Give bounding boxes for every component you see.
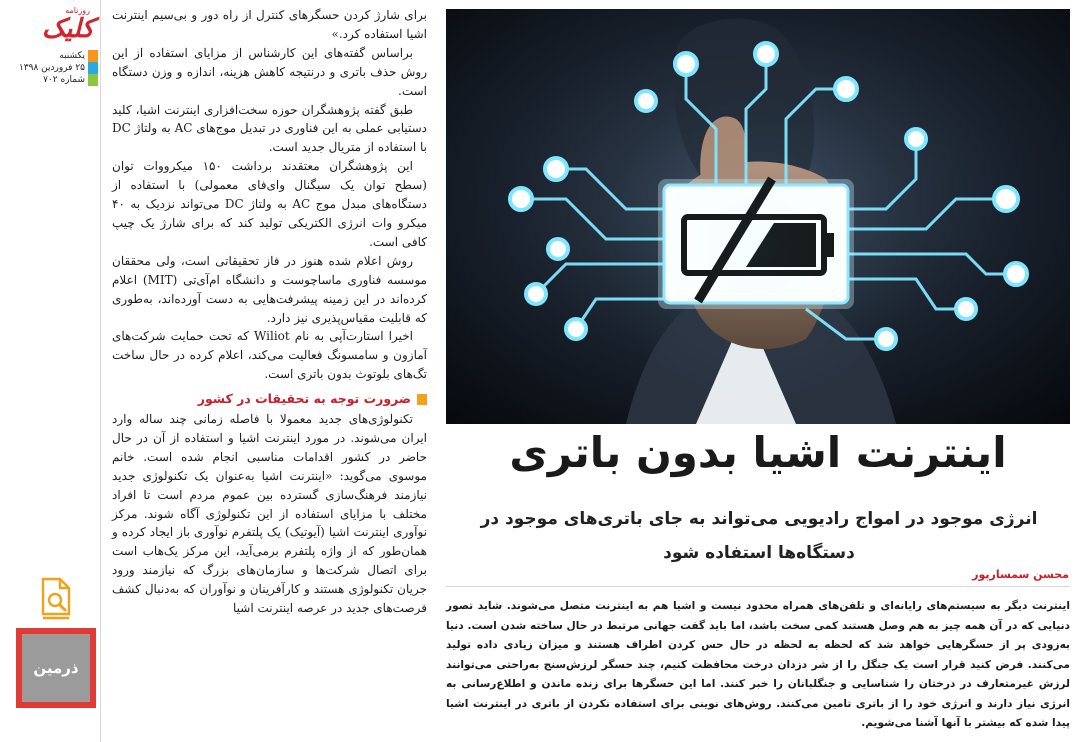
article-headline: اینترنت اشیا بدون باتری [509, 428, 1007, 477]
column-paragraph: روش اعلام شده هنوز در فاز تحقیقاتی است، ولی محققان موسسه فناوری ماساچوست و دانشگاه ام‌آی‌تی (MIT) اعلام کرده‌اند در این زمینه پیشرفت‌هایی به دست آورده‌اند، به‌طوری که قابلیت مقیاس‌پذیری نیز دارد. [112, 253, 427, 325]
left-sidebar [0, 0, 100, 742]
article-subtitle: انرژی موجود در امواج رادیویی می‌تواند به جای باتری‌های موجود در دستگاه‌ها استفاده شود [480, 509, 1038, 563]
column-paragraph: براساس گفته‌های این کارشناس از مزایای استفاده از این روش حذف باتری و درنتیجه کاهش هزینه، اندازه و وزن دستگاه است. [112, 45, 427, 98]
column-paragraph: برای شارژ کردن حسگرهای کنترل از راه دور و بی‌سیم اینترنت اشیا استفاده کرد.» [112, 8, 427, 41]
document-search-icon [40, 576, 74, 622]
logo-tagline: روزنامه [65, 6, 90, 15]
author-divider [446, 586, 1070, 587]
issue-info [16, 50, 98, 86]
green-swatch [88, 74, 98, 86]
section-tag-label: ذرمین [33, 659, 79, 677]
subheading-text: ضرورت توجه به تحقیقات در کشور [197, 391, 411, 407]
article-lead: اینترنت دیگر به سیستم‌های رایانه‌ای و تلفن‌های همراه محدود نیست و اشیا هم به اینترنت متصل می‌شوند. شاید تصور دنیایی که در آن همه چیز به هم وصل هستند کمی سخت باشد، اما باید گفت جهانی مرتبط در حال ساخته شدن است. دنیا به‌زودی پر از حسگرهایی خواهد شد که لحظه به لحظه در حال حس کردن اطراف هستند و میزان زیادی داده تولید می‌کنند. فرض کنید قرار است یک جنگل را از شر دزدان درخت محافظت کنیم، چند حسگر لرزش‌سنج به‌راحتی می‌توانند لرزش غیرمتعارف در درختان را شناسایی و جنگلبانان را خبر کنند. اما این حسگرها برای زنده ماندن و اطلاع‌رسانی به انرژی نیاز دارند و انرژی خود را از باتری تامین می‌کنند. روش‌های نوینی برای استفاده نکردن از باتری در اینترنت اشیا پیدا شده که بیشتر با آنها آشنا می‌شویم. [446, 600, 1070, 729]
issue-date: ۲۵ فروردین ۱۳۹۸ [18, 63, 85, 73]
logo-wordmark: کلیک [41, 14, 94, 44]
sidebar-divider [100, 0, 101, 742]
blue-swatch [88, 62, 98, 74]
section-tag-inner [22, 634, 90, 702]
newspaper-logo[interactable] [14, 6, 98, 48]
issue-number-row [16, 74, 98, 86]
iot-battery-illustration [446, 9, 1070, 424]
issue-day: یکشنبه [59, 51, 85, 61]
issue-day-row [16, 50, 98, 62]
issue-number: شماره ۷۰۲ [43, 75, 85, 85]
column-paragraph: طبق گفته پژوهشگران حوزه سخت‌افزاری اینترنت اشیا، کلید دستیابی عملی به این فناوری در تبدیل موج‌های AC به ولتاژ DC با استفاده از متریال جدید است. [112, 102, 427, 155]
issue-date-row [16, 62, 98, 74]
subheading-marker-icon [417, 394, 427, 405]
article-photo [446, 9, 1070, 424]
orange-swatch [88, 50, 98, 62]
column-subheading [112, 390, 427, 409]
section-tag[interactable] [16, 628, 96, 708]
column-paragraph: تکنولوژی‌های جدید معمولا با فاصله زمانی چند ساله وارد ایران می‌شوند. در مورد اینترنت اشیا و استفاده از آن در حال حاضر در کشور اقدامات مناسبی انجام شده است. خانم موسوی می‌گوید: «اینترنت اشیا به‌عنوان یک تکنولوژی جدید نیازمند فرهنگ‌سازی گسترده بین عموم مردم است تا افراد مختلف با مزایای استفاده از این تکنولوژی آگاه شوند. مرکز نوآوری اینترنت اشیا (آیوتیک) یک پلتفرم نوآوری باز ایجاد کرده و همان‌طور که از واژه پلتفرم برمی‌آید، این مرکز یک‌هاب است برای اتصال شرکت‌ها و سازمان‌های بزرگ که نیازمند ورود جریان تکنولوژی هستند و کارآفرینان و نوآوران که به‌دنبال کشف فرصت‌های جدید در عرصه اینترنت اشیا [112, 412, 427, 616]
column-paragraph: اخیرا استارت‌آپی به نام Wiliot که تحت حمایت شرکت‌های آمازون و سامسونگ فعالیت می‌کند، اعلام کرده در حال ساخت تگ‌های بلوتوث بدون باتری است. [112, 329, 427, 382]
text-column [112, 6, 427, 618]
article-author: محسن سمسارپور [972, 568, 1069, 581]
column-paragraph: این پژوهشگران معتقدند برداشت ۱۵۰ میکرووات توان (سطح توان یک سیگنال وای‌فای معمولی) با استفاده از دستگاه‌های مبدل موج AC به ولتاژ DC می‌تواند نزدیک به ۴۰ میکرو وات انرژی الکتریکی تولید کند که برای شارژ یک چیپ کافی است. [112, 159, 427, 249]
